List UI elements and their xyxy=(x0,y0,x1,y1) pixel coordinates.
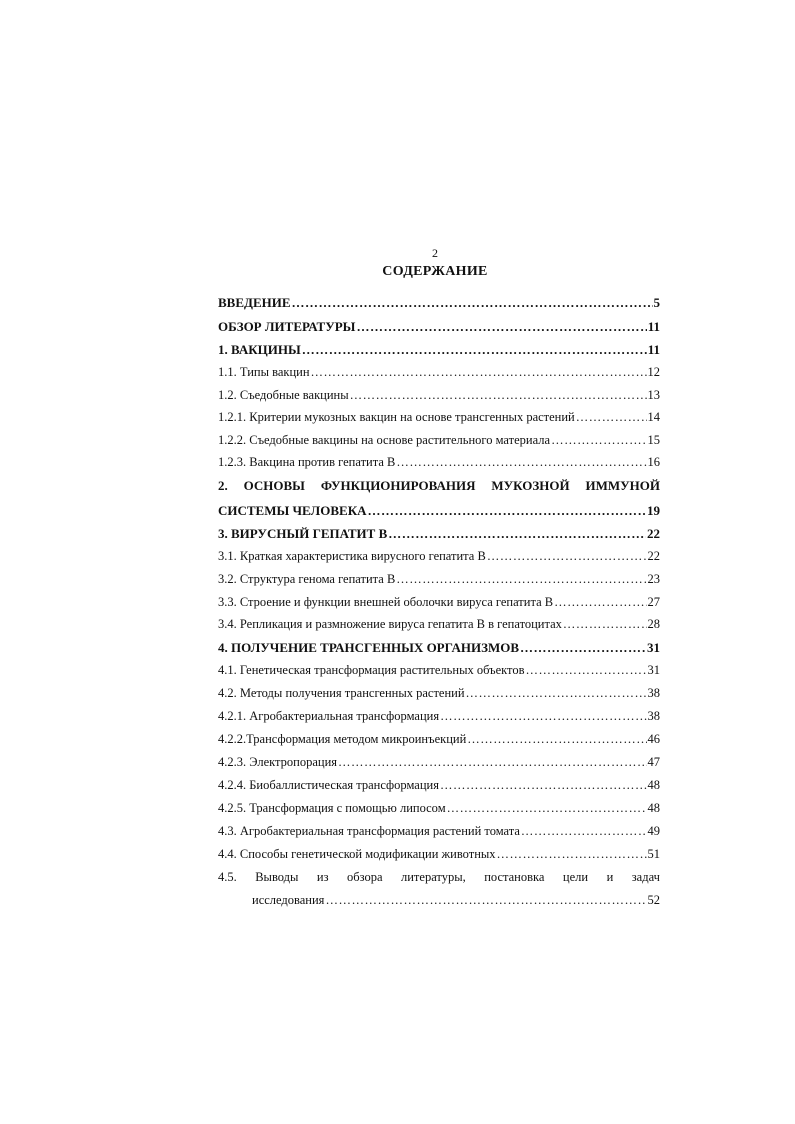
toc-entry xyxy=(218,732,660,747)
toc-entry-page: 51 xyxy=(647,847,660,861)
toc-entry-label: 3.4. Репликация и размножение вируса гепатита В в гепатоцитах xyxy=(218,617,562,631)
toc-entry-page: 14 xyxy=(647,410,660,424)
toc-entry-label: 3.1. Краткая характеристика вирусного гепатита В xyxy=(218,549,486,563)
toc-entry-label: ОБЗОР ЛИТЕРАТУРЫ xyxy=(218,319,356,334)
dot-leader xyxy=(356,319,646,335)
toc-entry-section45-line1 xyxy=(218,870,660,885)
toc-entry-page: 46 xyxy=(647,732,660,746)
toc-entry xyxy=(218,824,660,839)
toc-entry-page: 48 xyxy=(647,801,660,815)
word: из xyxy=(316,870,329,884)
toc-entry-page: 38 xyxy=(647,686,660,700)
toc-entry xyxy=(218,503,660,519)
dot-leader xyxy=(576,410,647,425)
word: цели xyxy=(562,870,589,884)
toc-entry-page: 13 xyxy=(647,388,660,402)
word: обзора xyxy=(347,870,383,884)
toc-entry xyxy=(218,433,660,448)
toc-entry-label: 3.3. Строение и функции внешней оболочки вируса гепатита В xyxy=(218,595,554,609)
dot-leader xyxy=(311,365,647,380)
toc-entry-page: 22 xyxy=(647,549,660,563)
dot-leader xyxy=(447,801,647,816)
dot-leader xyxy=(440,709,646,724)
dot-leader xyxy=(338,755,646,770)
toc-entry-label: исследования xyxy=(252,893,325,907)
toc-entry xyxy=(218,388,660,403)
toc-entry xyxy=(218,595,660,610)
word: 2. xyxy=(218,478,228,493)
dot-leader xyxy=(466,686,647,701)
toc-entry-page: 48 xyxy=(647,778,660,792)
toc-entry xyxy=(218,365,660,380)
dot-leader xyxy=(551,433,646,448)
toc-entry-page: 31 xyxy=(647,640,660,655)
toc-entry-label: 1.1. Типы вакцин xyxy=(218,365,310,379)
toc-entry xyxy=(218,617,660,632)
toc-entry xyxy=(218,549,660,564)
toc-entry-page: 11 xyxy=(647,342,660,357)
dot-leader xyxy=(487,549,647,564)
toc-entry-page: 12 xyxy=(647,365,660,379)
toc-entry-page: 52 xyxy=(647,893,660,907)
toc-entry-page: 16 xyxy=(647,455,660,469)
word: 4.5. xyxy=(218,870,237,884)
dot-leader xyxy=(497,847,647,862)
word: и xyxy=(606,870,614,884)
toc-entry-page: 22 xyxy=(647,526,660,541)
page-number: 2 xyxy=(432,246,438,260)
dot-leader xyxy=(302,342,647,358)
toc-entry-page: 5 xyxy=(653,295,660,310)
word: литературы, xyxy=(401,870,466,884)
dot-leader xyxy=(325,893,646,908)
toc-entry-label: 4. ПОЛУЧЕНИЕ ТРАНСГЕННЫХ ОРГАНИЗМОВ xyxy=(218,640,519,655)
toc-entry-page: 19 xyxy=(647,503,660,518)
toc-entry xyxy=(218,455,660,470)
toc-entry-label: 4.2. Методы получения трансгенных растений xyxy=(218,686,465,700)
toc-entry xyxy=(218,663,660,678)
toc-entry-label: ВВЕДЕНИЕ xyxy=(218,295,291,310)
toc-entry-label: 3. ВИРУСНЫЙ ГЕПАТИТ В xyxy=(218,526,388,541)
toc-entry xyxy=(218,755,660,770)
toc-entry-page: 38 xyxy=(647,709,660,723)
toc-entry-label: 1.2.3. Вакцина против гепатита В xyxy=(218,455,396,469)
dot-leader xyxy=(521,824,647,839)
toc-entry xyxy=(218,640,660,656)
dot-leader xyxy=(388,526,646,542)
toc-entry-page: 11 xyxy=(647,319,660,334)
toc-title: СОДЕРЖАНИЕ xyxy=(382,264,488,279)
toc-entry-section2-line1 xyxy=(218,478,660,494)
dot-leader xyxy=(350,388,647,403)
toc-entry-label: 4.2.5. Трансформация с помощью липосом xyxy=(218,801,446,815)
toc-entry-label: 1.2. Съедобные вакцины xyxy=(218,388,349,402)
toc-entry-page: 49 xyxy=(647,824,660,838)
dot-leader xyxy=(526,663,647,678)
toc-entry-label: 4.2.3. Электропорация xyxy=(218,755,338,769)
toc-entry-label: 4.2.1. Агробактериальная трансформация xyxy=(218,709,440,723)
toc-entry xyxy=(218,526,660,542)
toc-entry-label: 4.1. Генетическая трансформация растительных объектов xyxy=(218,663,525,677)
toc-entry xyxy=(218,847,660,862)
toc-entry xyxy=(218,410,660,425)
toc-entry xyxy=(218,342,660,358)
word: постановка xyxy=(484,870,545,884)
dot-leader xyxy=(396,455,646,470)
word: задач xyxy=(631,870,660,884)
dot-leader xyxy=(368,503,646,519)
dot-leader xyxy=(520,640,646,656)
toc-entry-page: 23 xyxy=(647,572,660,586)
toc-entry-label: 4.2.2.Трансформация методом микроинъекций xyxy=(218,732,467,746)
toc-entry-page: 15 xyxy=(647,433,660,447)
toc-entry xyxy=(218,778,660,793)
toc-entry xyxy=(218,572,660,587)
dot-leader xyxy=(292,295,653,311)
toc-entry xyxy=(218,686,660,701)
dot-leader xyxy=(563,617,647,632)
word: Выводы xyxy=(255,870,299,884)
word: МУКОЗНОЙ xyxy=(491,478,570,493)
toc-entry xyxy=(218,709,660,724)
word: ОСНОВЫ xyxy=(243,478,305,493)
toc-entry-page: 28 xyxy=(647,617,660,631)
toc-entry-page: 47 xyxy=(647,755,660,769)
toc-entry-label: 3.2. Структура генома гепатита В xyxy=(218,572,396,586)
toc-entry-label: 4.3. Агробактериальная трансформация растений томата xyxy=(218,824,520,838)
toc-entry-label: 4.4. Способы генетической модификации животных xyxy=(218,847,496,861)
toc-entry-label: 1. ВАКЦИНЫ xyxy=(218,342,301,357)
dot-leader xyxy=(440,778,647,793)
toc-entry xyxy=(218,319,660,335)
toc-entry-label: СИСТЕМЫ ЧЕЛОВЕКА xyxy=(218,503,367,518)
toc-entry-label: 1.2.1. Критерии мукозных вакцин на основе трансгенных растений xyxy=(218,410,575,424)
toc-entry xyxy=(218,295,660,311)
toc-entry-page: 31 xyxy=(647,663,660,677)
dot-leader xyxy=(396,572,646,587)
dot-leader xyxy=(467,732,646,747)
toc-entry xyxy=(218,801,660,816)
word: ФУНКЦИОНИРОВАНИЯ xyxy=(320,478,476,493)
toc-entry-page: 27 xyxy=(647,595,660,609)
toc-entry-label: 1.2.2. Съедобные вакцины на основе растительного материала xyxy=(218,433,551,447)
dot-leader xyxy=(554,595,646,610)
word: ИММУНОЙ xyxy=(585,478,660,493)
toc-entry-label: 4.2.4. Биобаллистическая трансформация xyxy=(218,778,439,792)
toc-entry xyxy=(252,893,660,908)
